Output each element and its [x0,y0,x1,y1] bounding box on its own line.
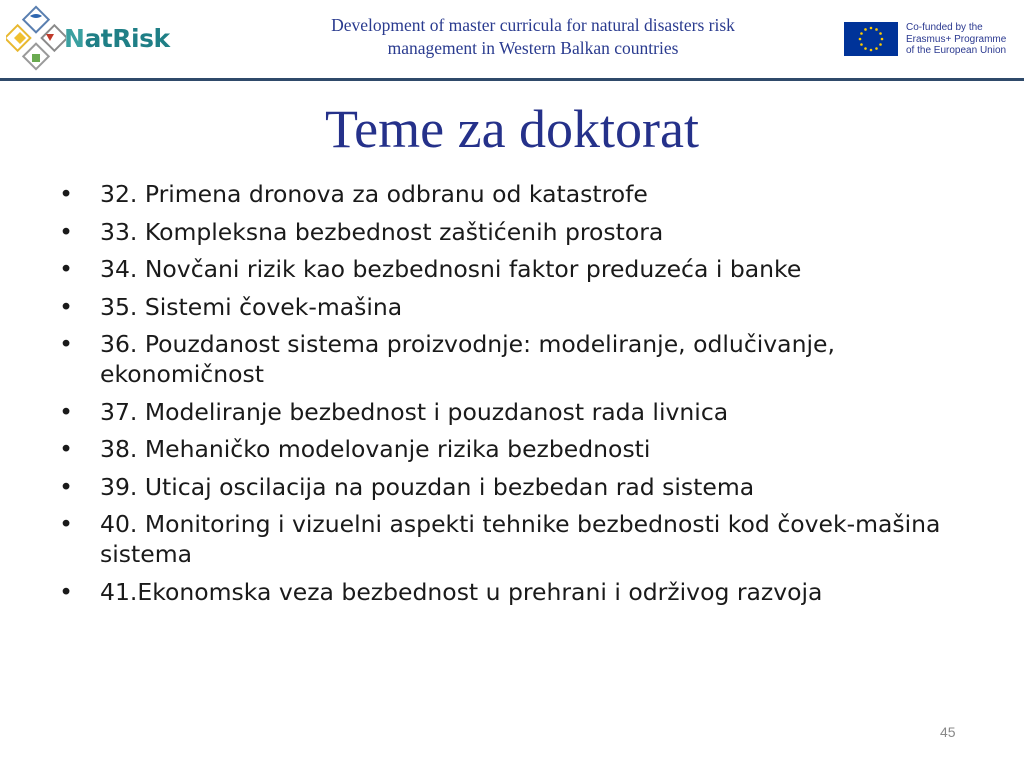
cofund-line-2: Erasmus+ Programme [906,33,1007,45]
eu-star-icon [875,47,878,50]
topic-list-item [56,254,956,284]
topic-text: 35. Sistemi čovek-mašina [100,292,403,321]
page-number: 45 [940,724,956,740]
bullet-icon: • [59,510,73,538]
eu-star-icon [881,38,884,41]
project-title-line-2: management in Western Balkan countries [387,38,679,58]
topic-text: 37. Modeliranje bezbednost i pouzdanost rada livnica [100,397,729,426]
natrisk-emblem-icon [6,4,66,72]
topic-list-item [56,217,956,247]
topic-list-item [56,397,956,427]
project-title-line-1: Development of master curricula for natural disasters risk [331,15,735,35]
eu-star-icon [875,28,878,31]
topic-text: 39. Uticaj oscilacija na pouzdan i bezbedan rad sistema [100,472,755,501]
eu-star-icon [864,28,867,31]
bullet-icon: • [59,435,73,463]
eu-star-icon [860,43,863,46]
eu-flag-icon [844,22,898,56]
natrisk-wordmark: NatRisk [64,24,170,53]
topic-text: 33. Kompleksna bezbednost zaštićenih prostora [100,217,664,246]
eu-star-icon [879,43,882,46]
topic-list [56,179,956,614]
bullet-icon: • [59,577,73,606]
eu-star-icon [864,47,867,50]
bullet-icon: • [59,292,73,321]
topic-list-item [56,179,956,209]
topic-list-item [56,472,956,502]
eu-star-icon [879,32,882,35]
slide-title: Teme za doktorat [324,99,700,159]
topic-list-item [56,509,956,569]
topic-text: 32. Primena dronova za odbranu od katastrofe [100,180,648,208]
topic-list-item [56,329,956,389]
bullet-icon: • [59,397,73,426]
erasmus-cofund-label [906,22,1018,57]
topic-text: 40. Monitoring i vizuelni aspekti tehnike bezbednosti kod čovek-mašina sistema [100,510,941,568]
bullet-icon: • [59,217,73,246]
topic-list-item [56,577,956,607]
natrisk-logo [6,4,170,72]
header-divider [0,78,1024,81]
cofund-line-3: of the European Union [906,45,1007,56]
bullet-icon: • [59,330,73,358]
topic-text: 36. Pouzdanost sistema proizvodnje: modeliranje, odlučivanje, ekonomičnost [100,330,835,388]
topic-text: 38. Mehaničko modelovanje rizika bezbednosti [100,435,651,463]
bullet-icon: • [59,180,73,208]
bullet-icon: • [59,472,73,501]
slide-header [0,0,1024,78]
topic-list-item [56,434,956,464]
eu-star-icon [859,38,862,41]
bullet-icon: • [59,255,73,283]
topic-text: 41.Ekonomska veza bezbednost u prehrani i održivog razvoja [100,577,823,606]
cofund-line-1: Co-funded by the [906,22,983,33]
topic-list-item [56,292,956,322]
topic-text: 34. Novčani rizik kao bezbednosni faktor preduzeća i banke [100,255,802,283]
eu-star-icon [860,32,863,35]
eu-star-icon [870,49,873,52]
project-title [262,14,804,60]
eu-star-icon [870,27,873,30]
